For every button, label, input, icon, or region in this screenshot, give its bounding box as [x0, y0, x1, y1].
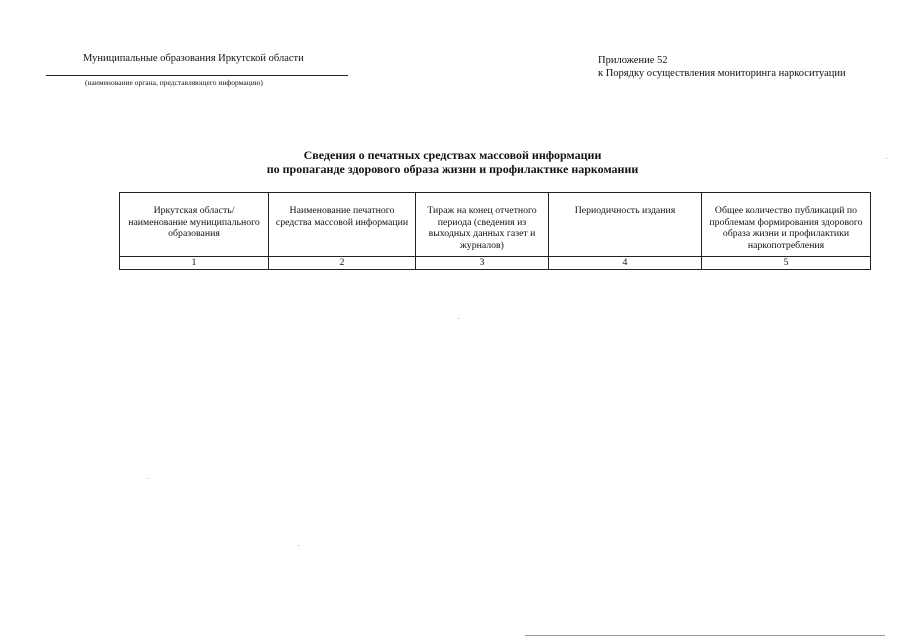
- column-number-3: 3: [416, 257, 549, 270]
- title-line-1: Сведения о печатных средствах массовой информации: [303, 148, 602, 162]
- title-line-2: по пропаганде здорового образа жизни и профилактике наркомании: [266, 162, 639, 176]
- scan-speck: [298, 545, 299, 546]
- org-caption: (наименование органа, представляющего информацию): [85, 78, 263, 87]
- column-number-1: 1: [120, 257, 269, 270]
- appendix-line-1: Приложение 52: [598, 55, 668, 66]
- column-header-publications-count: Общее количество публикаций по проблемам формирования здорового образа жизни и профилактики наркопотребления: [702, 193, 871, 257]
- scan-speck: [458, 318, 459, 319]
- column-number-4: 4: [549, 257, 702, 270]
- scan-speck: [886, 158, 887, 159]
- org-name: Муниципальные образования Иркутской области: [83, 53, 304, 64]
- column-header-circulation: Тираж на конец отчетного периода (сведения из выходных данных газет и журналов): [416, 193, 549, 257]
- column-number-2: 2: [269, 257, 416, 270]
- org-name-underline: [46, 75, 348, 76]
- table-header-row: [120, 193, 871, 257]
- appendix-note: [598, 54, 846, 80]
- column-header-region: Иркутская область/ наименование муниципального образования: [120, 193, 269, 257]
- document-title: [0, 148, 905, 176]
- column-header-media-name: Наименование печатного средства массовой информации: [269, 193, 416, 257]
- report-table: [119, 192, 871, 270]
- scan-edge-line: [525, 635, 885, 636]
- column-header-periodicity: Периодичность издания: [549, 193, 702, 257]
- column-number-row: [120, 257, 871, 270]
- column-number-5: 5: [702, 257, 871, 270]
- scan-speck: [148, 478, 149, 479]
- appendix-line-2: к Порядку осуществления мониторинга наркоситуации: [598, 68, 846, 79]
